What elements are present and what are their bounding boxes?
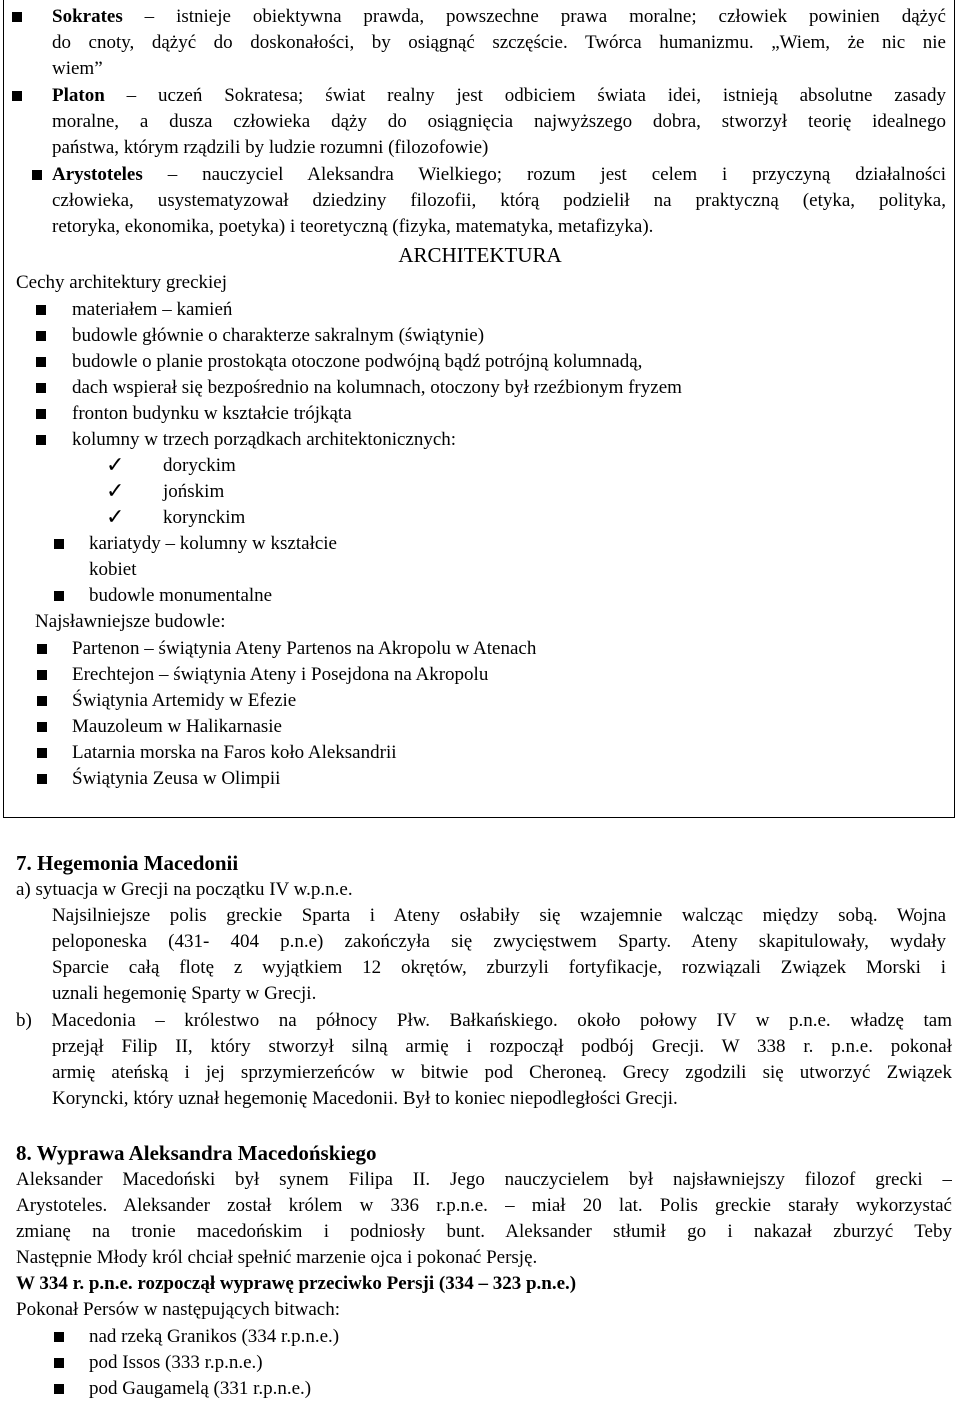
bullet-sokrates: [12, 12, 22, 22]
bullet-feature: [36, 357, 46, 367]
section-7-a-line: Najsilniejsze polis greckie Sparta i Ateny osłabiły się wzajemnie walcząc między sobą. Wojna: [52, 905, 946, 926]
arystoteles-line-1: Arystoteles – nauczyciel Aleksandra Wielkiego; rozum jest celem i przyczyną działalności: [52, 164, 946, 185]
section-8-line: Arystoteles. Aleksander został królem w 336 r.p.n.e. – miał 20 lat. Polis greckie starały wykorzystać: [16, 1195, 952, 1216]
section-7-b-line: przejął Filip II, który stworzył silną armię i rozpoczął podbój Grecji. W 338 r. p.n.e. pokonał: [52, 1036, 952, 1057]
section-7-a-line: uznali hegemonię Sparty w Grecji.: [52, 983, 317, 1004]
section-8-line: zmianę na tronie macedońskim i podniosły bunt. Aleksander stłumił go i nakazał zburzyć Teby: [16, 1221, 952, 1242]
bullet-feature: [36, 383, 46, 393]
extra-item-caryatids-cont: kobiet: [89, 559, 137, 580]
bullet-feature: [36, 331, 46, 341]
checkmark-icon: ✓: [106, 505, 125, 530]
sokrates-line-2: do cnoty, dążyć do doskonałości, by osiągnąć szczęście. Twórca humanizmu. „Wiem, że nic nie: [52, 32, 946, 53]
bullet-arystoteles: [32, 170, 42, 180]
sokrates-line-3: wiem”: [52, 58, 103, 79]
bullet-feature: [36, 409, 46, 419]
bullet-extra: [54, 539, 64, 549]
arystoteles-line-2: człowieka, usystematyzował dziedziny filozofii, którą podzielił na praktyczną (etyka, polityka,: [52, 190, 946, 211]
section-7-heading: 7. Hegemonia Macedonii: [16, 851, 239, 875]
battles-intro: Pokonał Persów w następujących bitwach:: [16, 1299, 340, 1320]
section-8-line: Aleksander Macedoński był synem Filipa II. Jego nauczycielem był najsławniejszy filozof grecki –: [16, 1169, 952, 1190]
architecture-subheading: Cechy architektury greckiej: [16, 272, 228, 293]
bullet-battle: [54, 1332, 64, 1342]
bullet-famous: [37, 670, 47, 680]
section-7-b-line: b) Macedonia – królestwo na północy Płw. Bałkańskiego. około połowy IV w p.n.e. władzę tam: [16, 1010, 952, 1031]
battle-item: nad rzeką Granikos (334 r.p.n.e.): [89, 1326, 340, 1347]
bullet-famous: [37, 696, 47, 706]
famous-item: Erechtejon – świątynia Ateny i Posejdona na Akropolu: [72, 664, 489, 685]
feature-item: budowle głównie o charakterze sakralnym (świątynie): [72, 325, 485, 346]
platon-line-1: Platon – uczeń Sokratesa; świat realny jest odbiciem świata idei, istnieją absolutne zasady: [52, 85, 946, 106]
section-7-b-line: Koryncki, który uznał hegemonię Macedonii. Był to koniec niepodległości Grecji.: [52, 1088, 678, 1109]
feature-item: fronton budynku w kształcie trójkąta: [72, 403, 352, 424]
architecture-heading: ARCHITEKTURA: [398, 243, 562, 267]
checkmark-icon: ✓: [106, 453, 125, 478]
famous-item: Mauzoleum w Halikarnasie: [72, 716, 282, 737]
famous-item: Latarnia morska na Faros koło Aleksandrii: [72, 742, 397, 763]
famous-item: Partenon – świątynia Ateny Partenos na Akropolu w Atenach: [72, 638, 537, 659]
platon-line-3: państwa, którym rządzili by ludzie rozumni (filozofowie): [52, 137, 489, 158]
feature-item: materiałem – kamień: [72, 299, 233, 320]
section-8-bold-line: W 334 r. p.n.e. rozpoczął wyprawę przeciwko Persji (334 – 323 p.n.e.): [16, 1273, 577, 1294]
order-item: jońskim: [163, 481, 225, 502]
extra-item-monumental: budowle monumentalne: [89, 585, 273, 606]
feature-item: budowle o planie prostokąta otoczone podwójną bądź potrójną kolumnadą,: [72, 351, 643, 372]
battle-item: pod Issos (333 r.p.n.e.): [89, 1352, 263, 1373]
extra-item-caryatids: kariatydy – kolumny w kształcie: [89, 533, 337, 554]
bullet-extra: [54, 591, 64, 601]
checkmark-icon: ✓: [106, 479, 125, 504]
arystoteles-line-3: retoryka, ekonomika, poetyka) i teoretyczną (fizyka, matematyka, metafizyka).: [52, 216, 654, 237]
famous-item: Świątynia Artemidy w Efezie: [72, 690, 297, 711]
battle-item: pod Gaugamelą (331 r.p.n.e.): [89, 1378, 312, 1399]
section-7-b-line: armię ateńską i jej sprzymierzeńców w bitwie pod Cheroneą. Grecy zgodzili się utworzyć Związek: [52, 1062, 952, 1083]
sokrates-line-1: Sokrates – istnieje obiektywna prawda, powszechne prawa moralne; człowiek powinien dążyć: [52, 6, 946, 27]
famous-heading: Najsławniejsze budowle:: [35, 611, 226, 632]
bullet-famous: [37, 748, 47, 758]
platon-line-2: moralne, a dusza człowieka dąży do osiągnięcia najwyższego dobra, stworzył teorię idealnego: [52, 111, 946, 132]
bullet-famous: [37, 722, 47, 732]
bullet-platon: [12, 91, 22, 101]
order-item: doryckim: [163, 455, 236, 476]
section-8-heading: 8. Wyprawa Aleksandra Macedońskiego: [16, 1141, 377, 1165]
feature-item: dach wspierał się bezpośrednio na kolumnach, otoczony był rzeźbionym fryzem: [72, 377, 682, 398]
bullet-battle: [54, 1384, 64, 1394]
bullet-battle: [54, 1358, 64, 1368]
section-7-a-line: Sparcie całą flotę z wyjątkiem 12 okrętów, zburzyli fortyfikacje, rozwiązali Związek Morski i: [52, 957, 946, 978]
famous-item: Świątynia Zeusa w Olimpii: [72, 768, 281, 789]
bullet-feature: [36, 305, 46, 315]
feature-item: kolumny w trzech porządkach architektonicznych:: [72, 429, 457, 450]
bullet-famous: [37, 644, 47, 654]
section-7-a-line: peloponeska (431- 404 p.n.e) zakończyła się zwycięstwem Sparty. Ateny skapitulowały, wydały: [52, 931, 946, 952]
bullet-feature: [36, 435, 46, 445]
section-8-line: Następnie Młody król chciał spełnić marzenie ojca i pokonać Persję.: [16, 1247, 538, 1268]
bullet-famous: [37, 774, 47, 784]
order-item: korynckim: [163, 507, 246, 528]
section-7-a-label: a) sytuacja w Grecji na początku IV w.p.n.e.: [16, 879, 353, 900]
